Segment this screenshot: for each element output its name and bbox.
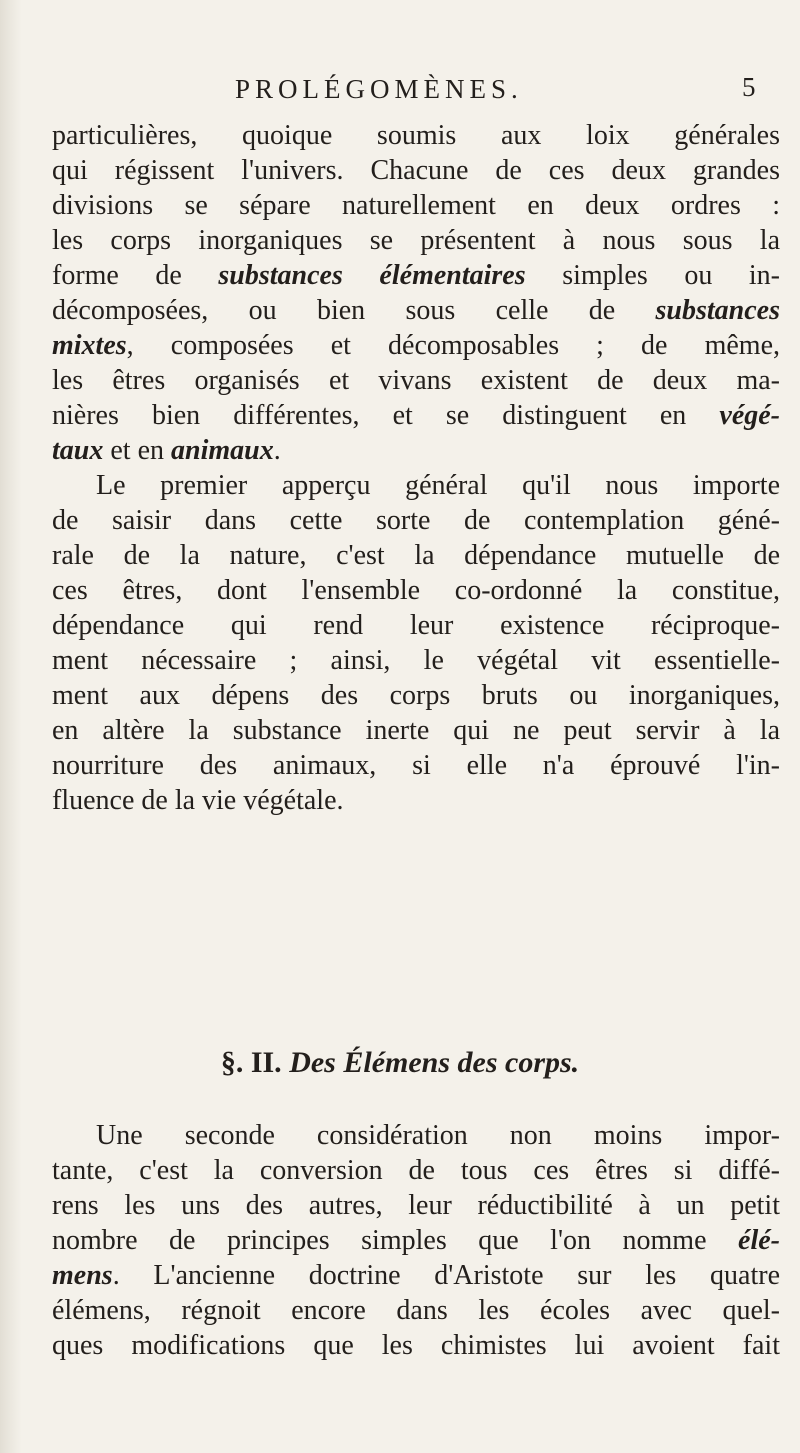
text-line: Une seconde considération non moins impor- xyxy=(96,1120,780,1151)
text-line: nombre de principes simples que l'on nomme élé- xyxy=(52,1225,780,1256)
text-line: rens les uns des autres, leur réductibilité à un petit xyxy=(52,1190,780,1221)
italic-term: substances élémentaires xyxy=(218,260,526,291)
italic-term: substances xyxy=(655,295,780,326)
text-line: de saisir dans cette sorte de contemplation géné- xyxy=(52,505,780,536)
binding-shadow xyxy=(0,0,22,1453)
section-heading xyxy=(0,1046,800,1080)
italic-term: élé- xyxy=(738,1225,780,1256)
italic-term: végé- xyxy=(719,400,780,431)
text-line: mens. L'ancienne doctrine d'Aristote sur les quatre xyxy=(52,1260,780,1291)
running-head-title: PROLÉGOMÈNES. xyxy=(235,74,523,104)
text-line: Le premier apperçu général qu'il nous importe xyxy=(96,470,780,501)
text-line: taux et en animaux. xyxy=(52,435,281,466)
text-line: ques modifications que les chimistes lui avoient fait xyxy=(52,1330,780,1361)
section-title: Des Élémens des corps. xyxy=(289,1046,580,1079)
page-number: 5 xyxy=(742,72,756,102)
text-line: ment aux dépens des corps bruts ou inorganiques, xyxy=(52,680,780,711)
text-line: mixtes, composées et décomposables ; de même, xyxy=(52,330,780,361)
text-line: décomposées, ou bien sous celle de substances xyxy=(52,295,780,326)
text-line: ces êtres, dont l'ensemble co-ordonné la constitue, xyxy=(52,575,780,606)
text-line: les êtres organisés et vivans existent de deux ma- xyxy=(52,365,780,396)
text-line: forme de substances élémentaires simples ou in- xyxy=(52,260,780,291)
text-line: en altère la substance inerte qui ne peut servir à la xyxy=(52,715,780,746)
italic-term: mens xyxy=(52,1260,113,1291)
text-line: rale de la nature, c'est la dépendance mutuelle de xyxy=(52,540,780,571)
text-line: qui régissent l'univers. Chacune de ces deux grandes xyxy=(52,155,780,186)
section-number: §. II. xyxy=(220,1046,282,1079)
text-line: divisions se sépare naturellement en deux ordres : xyxy=(52,190,780,221)
italic-term: taux xyxy=(52,435,104,466)
italic-term: mixtes xyxy=(52,330,127,361)
text-line: ment nécessaire ; ainsi, le végétal vit essentielle- xyxy=(52,645,780,676)
italic-term: animaux xyxy=(171,435,274,466)
text-line: tante, c'est la conversion de tous ces êtres si diffé- xyxy=(52,1155,780,1186)
text-line: nourriture des animaux, si elle n'a éprouvé l'in- xyxy=(52,750,780,781)
text-line: particulières, quoique soumis aux loix générales xyxy=(52,120,780,151)
text-line: nières bien différentes, et se distinguent en végé- xyxy=(52,400,780,431)
text-line: élémens, régnoit encore dans les écoles avec quel- xyxy=(52,1295,780,1326)
text-line: dépendance qui rend leur existence réciproque- xyxy=(52,610,780,641)
text-line: les corps inorganiques se présentent à nous sous la xyxy=(52,225,780,256)
text-line: fluence de la vie végétale. xyxy=(52,785,344,816)
